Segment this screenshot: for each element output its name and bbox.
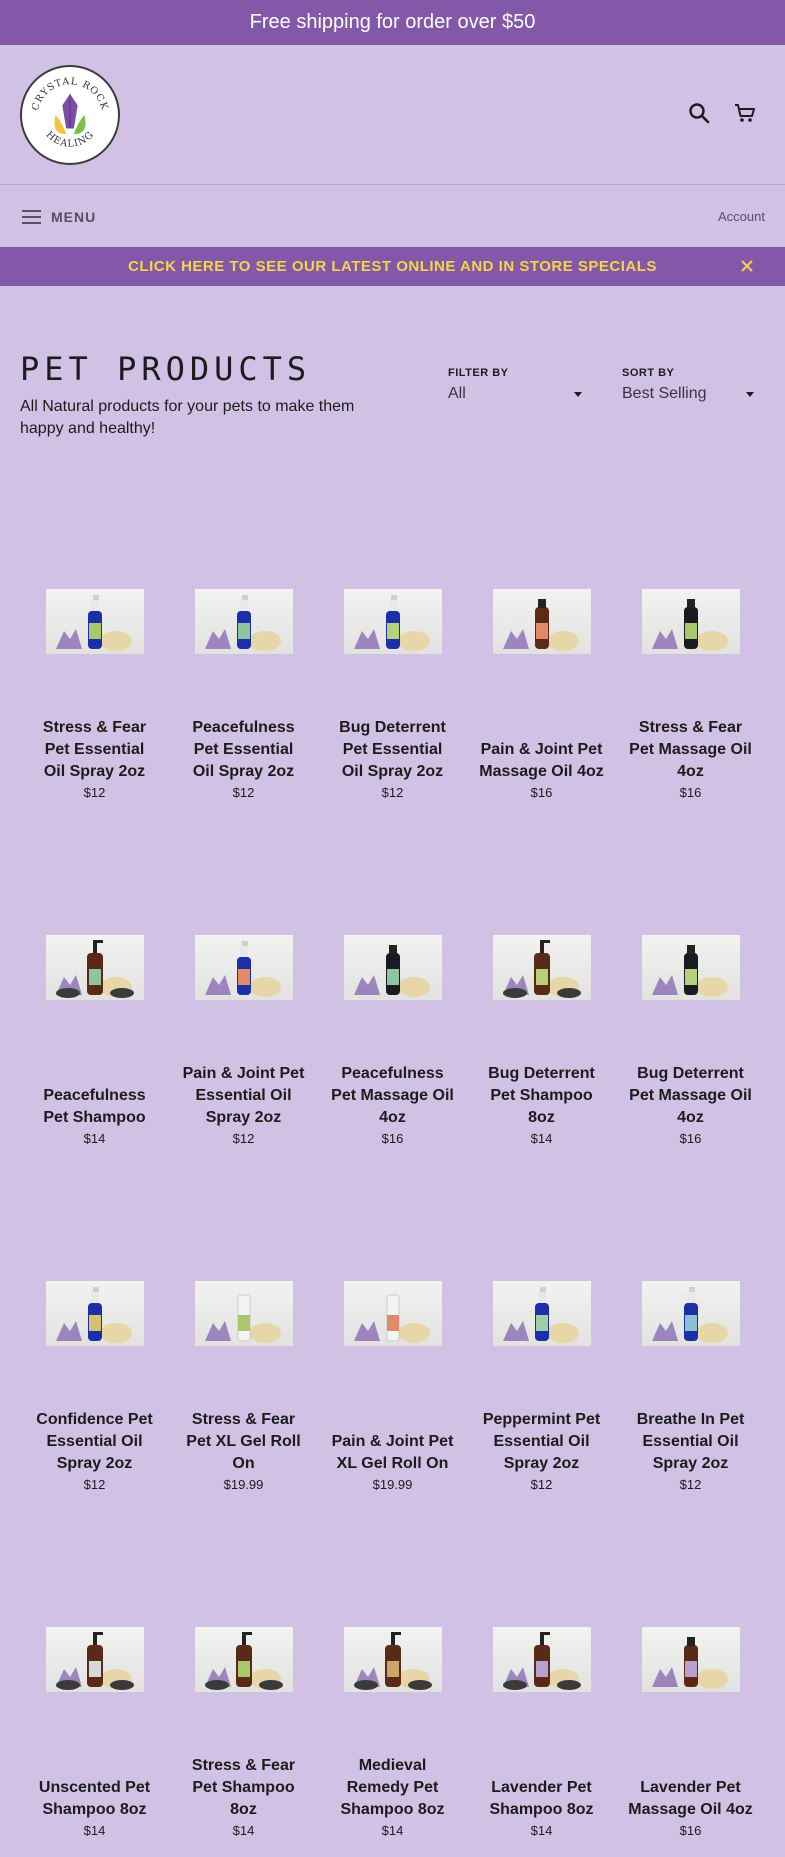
svg-text:HEALING [44, 129, 97, 149]
product-name[interactable]: Bug Deterrent Pet Shampoo 8oz [488, 1065, 595, 1126]
product-info [169, 1409, 318, 1492]
product-info [318, 1755, 467, 1838]
store-logo[interactable] [20, 65, 120, 165]
product-price: $16 [530, 785, 553, 800]
logo-text-bottom: HEALING [43, 129, 97, 150]
product-price: $12 [530, 1477, 553, 1492]
product-card[interactable] [20, 1192, 169, 1538]
product-card[interactable] [20, 1538, 169, 1857]
filter-value: All [448, 385, 466, 402]
product-card[interactable] [616, 500, 765, 846]
product-image[interactable] [46, 1627, 144, 1692]
product-card[interactable] [169, 846, 318, 1192]
product-price: $14 [232, 1823, 255, 1838]
product-info [20, 717, 169, 800]
filter-label: FILTER BY [448, 367, 509, 379]
product-price: $14 [530, 1823, 553, 1838]
logo-text-top: CRYSTAL ROCK [30, 76, 110, 112]
logo-emblem-icon [22, 67, 118, 163]
product-name[interactable]: Pain & Joint Pet XL Gel Roll On [331, 1433, 454, 1472]
product-price: $16 [679, 1131, 702, 1146]
announcement-text: Free shipping for order over $50 [249, 11, 536, 33]
collection-description: All Natural products for your pets to make them happy and healthy! [20, 398, 355, 437]
search-icon[interactable] [687, 101, 711, 125]
product-info [467, 1063, 616, 1146]
product-name[interactable]: Breathe In Pet Essential Oil Spray 2oz [636, 1411, 745, 1472]
product-price: $16 [381, 1131, 404, 1146]
product-info [616, 717, 765, 800]
close-icon[interactable] [739, 258, 755, 274]
product-info [169, 1063, 318, 1146]
product-info [20, 1085, 169, 1146]
product-price: $12 [232, 785, 255, 800]
product-image[interactable] [642, 589, 740, 654]
product-info [467, 1777, 616, 1838]
product-name[interactable]: Bug Deterrent Pet Massage Oil 4oz [629, 1065, 752, 1126]
product-info [318, 1063, 467, 1146]
product-image[interactable] [493, 589, 591, 654]
product-info [616, 1409, 765, 1492]
product-card[interactable] [20, 846, 169, 1192]
product-image[interactable] [46, 1281, 144, 1346]
product-name[interactable]: Bug Deterrent Pet Essential Oil Spray 2oz [339, 719, 446, 780]
product-image[interactable] [642, 1627, 740, 1692]
product-image[interactable] [493, 1281, 591, 1346]
menu-button[interactable] [22, 209, 96, 225]
product-name[interactable]: Peppermint Pet Essential Oil Spray 2oz [482, 1411, 601, 1472]
sort-group [622, 367, 754, 403]
product-card[interactable] [467, 500, 616, 846]
product-info [318, 717, 467, 800]
product-card[interactable] [318, 500, 467, 846]
page-title: PET PRODUCTS [20, 350, 312, 388]
product-card[interactable] [467, 1192, 616, 1538]
product-card[interactable] [169, 1538, 318, 1857]
product-price: $19.99 [372, 1477, 413, 1492]
cart-icon[interactable] [733, 101, 757, 125]
product-name[interactable]: Lavender Pet Shampoo 8oz [489, 1779, 594, 1818]
product-card[interactable] [616, 1538, 765, 1857]
product-price: $14 [83, 1823, 106, 1838]
product-image[interactable] [195, 935, 293, 1000]
product-image[interactable] [46, 589, 144, 654]
product-card[interactable] [318, 1538, 467, 1857]
product-card[interactable] [616, 1192, 765, 1538]
product-image[interactable] [344, 1627, 442, 1692]
product-grid [20, 500, 765, 1857]
site-header [0, 45, 785, 185]
menu-label: MENU [51, 208, 97, 225]
sort-label: SORT BY [622, 367, 675, 379]
product-name[interactable]: Stress & Fear Pet XL Gel Roll On [186, 1411, 301, 1472]
product-name[interactable]: Stress & Fear Pet Essential Oil Spray 2oz [42, 719, 147, 780]
product-image[interactable] [344, 935, 442, 1000]
product-name[interactable]: Pain & Joint Pet Essential Oil Spray 2oz [182, 1065, 305, 1126]
product-info [616, 1777, 765, 1838]
promo-bar [0, 247, 785, 286]
product-name[interactable]: Unscented Pet Shampoo 8oz [38, 1779, 151, 1818]
product-info [169, 1755, 318, 1838]
product-card[interactable] [318, 1192, 467, 1538]
product-name[interactable]: Confidence Pet Essential Oil Spray 2oz [36, 1411, 153, 1472]
product-price: $12 [83, 1477, 106, 1492]
product-card[interactable] [169, 500, 318, 846]
product-image[interactable] [642, 1281, 740, 1346]
product-card[interactable] [467, 1538, 616, 1857]
product-info [467, 1409, 616, 1492]
product-card[interactable] [616, 846, 765, 1192]
product-name[interactable]: Peacefulness Pet Essential Oil Spray 2oz [192, 719, 295, 780]
product-price: $14 [83, 1131, 106, 1146]
product-name[interactable]: Medieval Remedy Pet Shampoo 8oz [340, 1757, 445, 1818]
product-image[interactable] [46, 935, 144, 1000]
product-card[interactable] [20, 500, 169, 846]
product-info [467, 739, 616, 800]
product-name[interactable]: Stress & Fear Pet Massage Oil 4oz [629, 719, 752, 780]
site-nav [0, 186, 785, 247]
product-price: $12 [232, 1131, 255, 1146]
product-price: $16 [679, 785, 702, 800]
product-image[interactable] [195, 1281, 293, 1346]
product-image[interactable] [344, 589, 442, 654]
filter-group [448, 367, 582, 403]
product-price: $14 [381, 1823, 404, 1838]
product-name[interactable]: Pain & Joint Pet Massage Oil 4oz [479, 741, 604, 780]
filter-select[interactable] [448, 385, 582, 403]
product-price: $14 [530, 1131, 553, 1146]
product-image[interactable] [642, 935, 740, 1000]
product-info [318, 1431, 467, 1492]
product-card[interactable] [318, 846, 467, 1192]
product-info [169, 717, 318, 800]
product-name[interactable]: Stress & Fear Pet Shampoo 8oz [191, 1757, 296, 1818]
product-price: $12 [83, 785, 106, 800]
product-card[interactable] [467, 846, 616, 1192]
product-name[interactable]: Peacefulness Pet Shampoo [43, 1087, 146, 1126]
product-info [20, 1409, 169, 1492]
hamburger-icon [22, 210, 41, 224]
product-image[interactable] [195, 1627, 293, 1692]
sort-select[interactable] [622, 385, 754, 403]
product-image[interactable] [493, 935, 591, 1000]
product-price: $19.99 [223, 1477, 264, 1492]
account-link[interactable]: Account [718, 209, 765, 224]
product-image[interactable] [344, 1281, 442, 1346]
product-price: $16 [679, 1823, 702, 1838]
product-card[interactable] [169, 1192, 318, 1538]
product-name[interactable]: Peacefulness Pet Massage Oil 4oz [331, 1065, 454, 1126]
product-info [20, 1777, 169, 1838]
caret-down-icon [574, 392, 582, 397]
product-image[interactable] [493, 1627, 591, 1692]
product-image[interactable] [195, 589, 293, 654]
product-price: $12 [381, 785, 404, 800]
caret-down-icon [746, 392, 754, 397]
product-name[interactable]: Lavender Pet Massage Oil 4oz [628, 1779, 753, 1818]
product-price: $12 [679, 1477, 702, 1492]
sort-value: Best Selling [622, 385, 707, 402]
specials-link[interactable]: CLICK HERE TO SEE OUR LATEST ONLINE AND IN STORE SPECIALS [128, 258, 657, 275]
product-info [616, 1063, 765, 1146]
announcement-bar [0, 0, 785, 45]
